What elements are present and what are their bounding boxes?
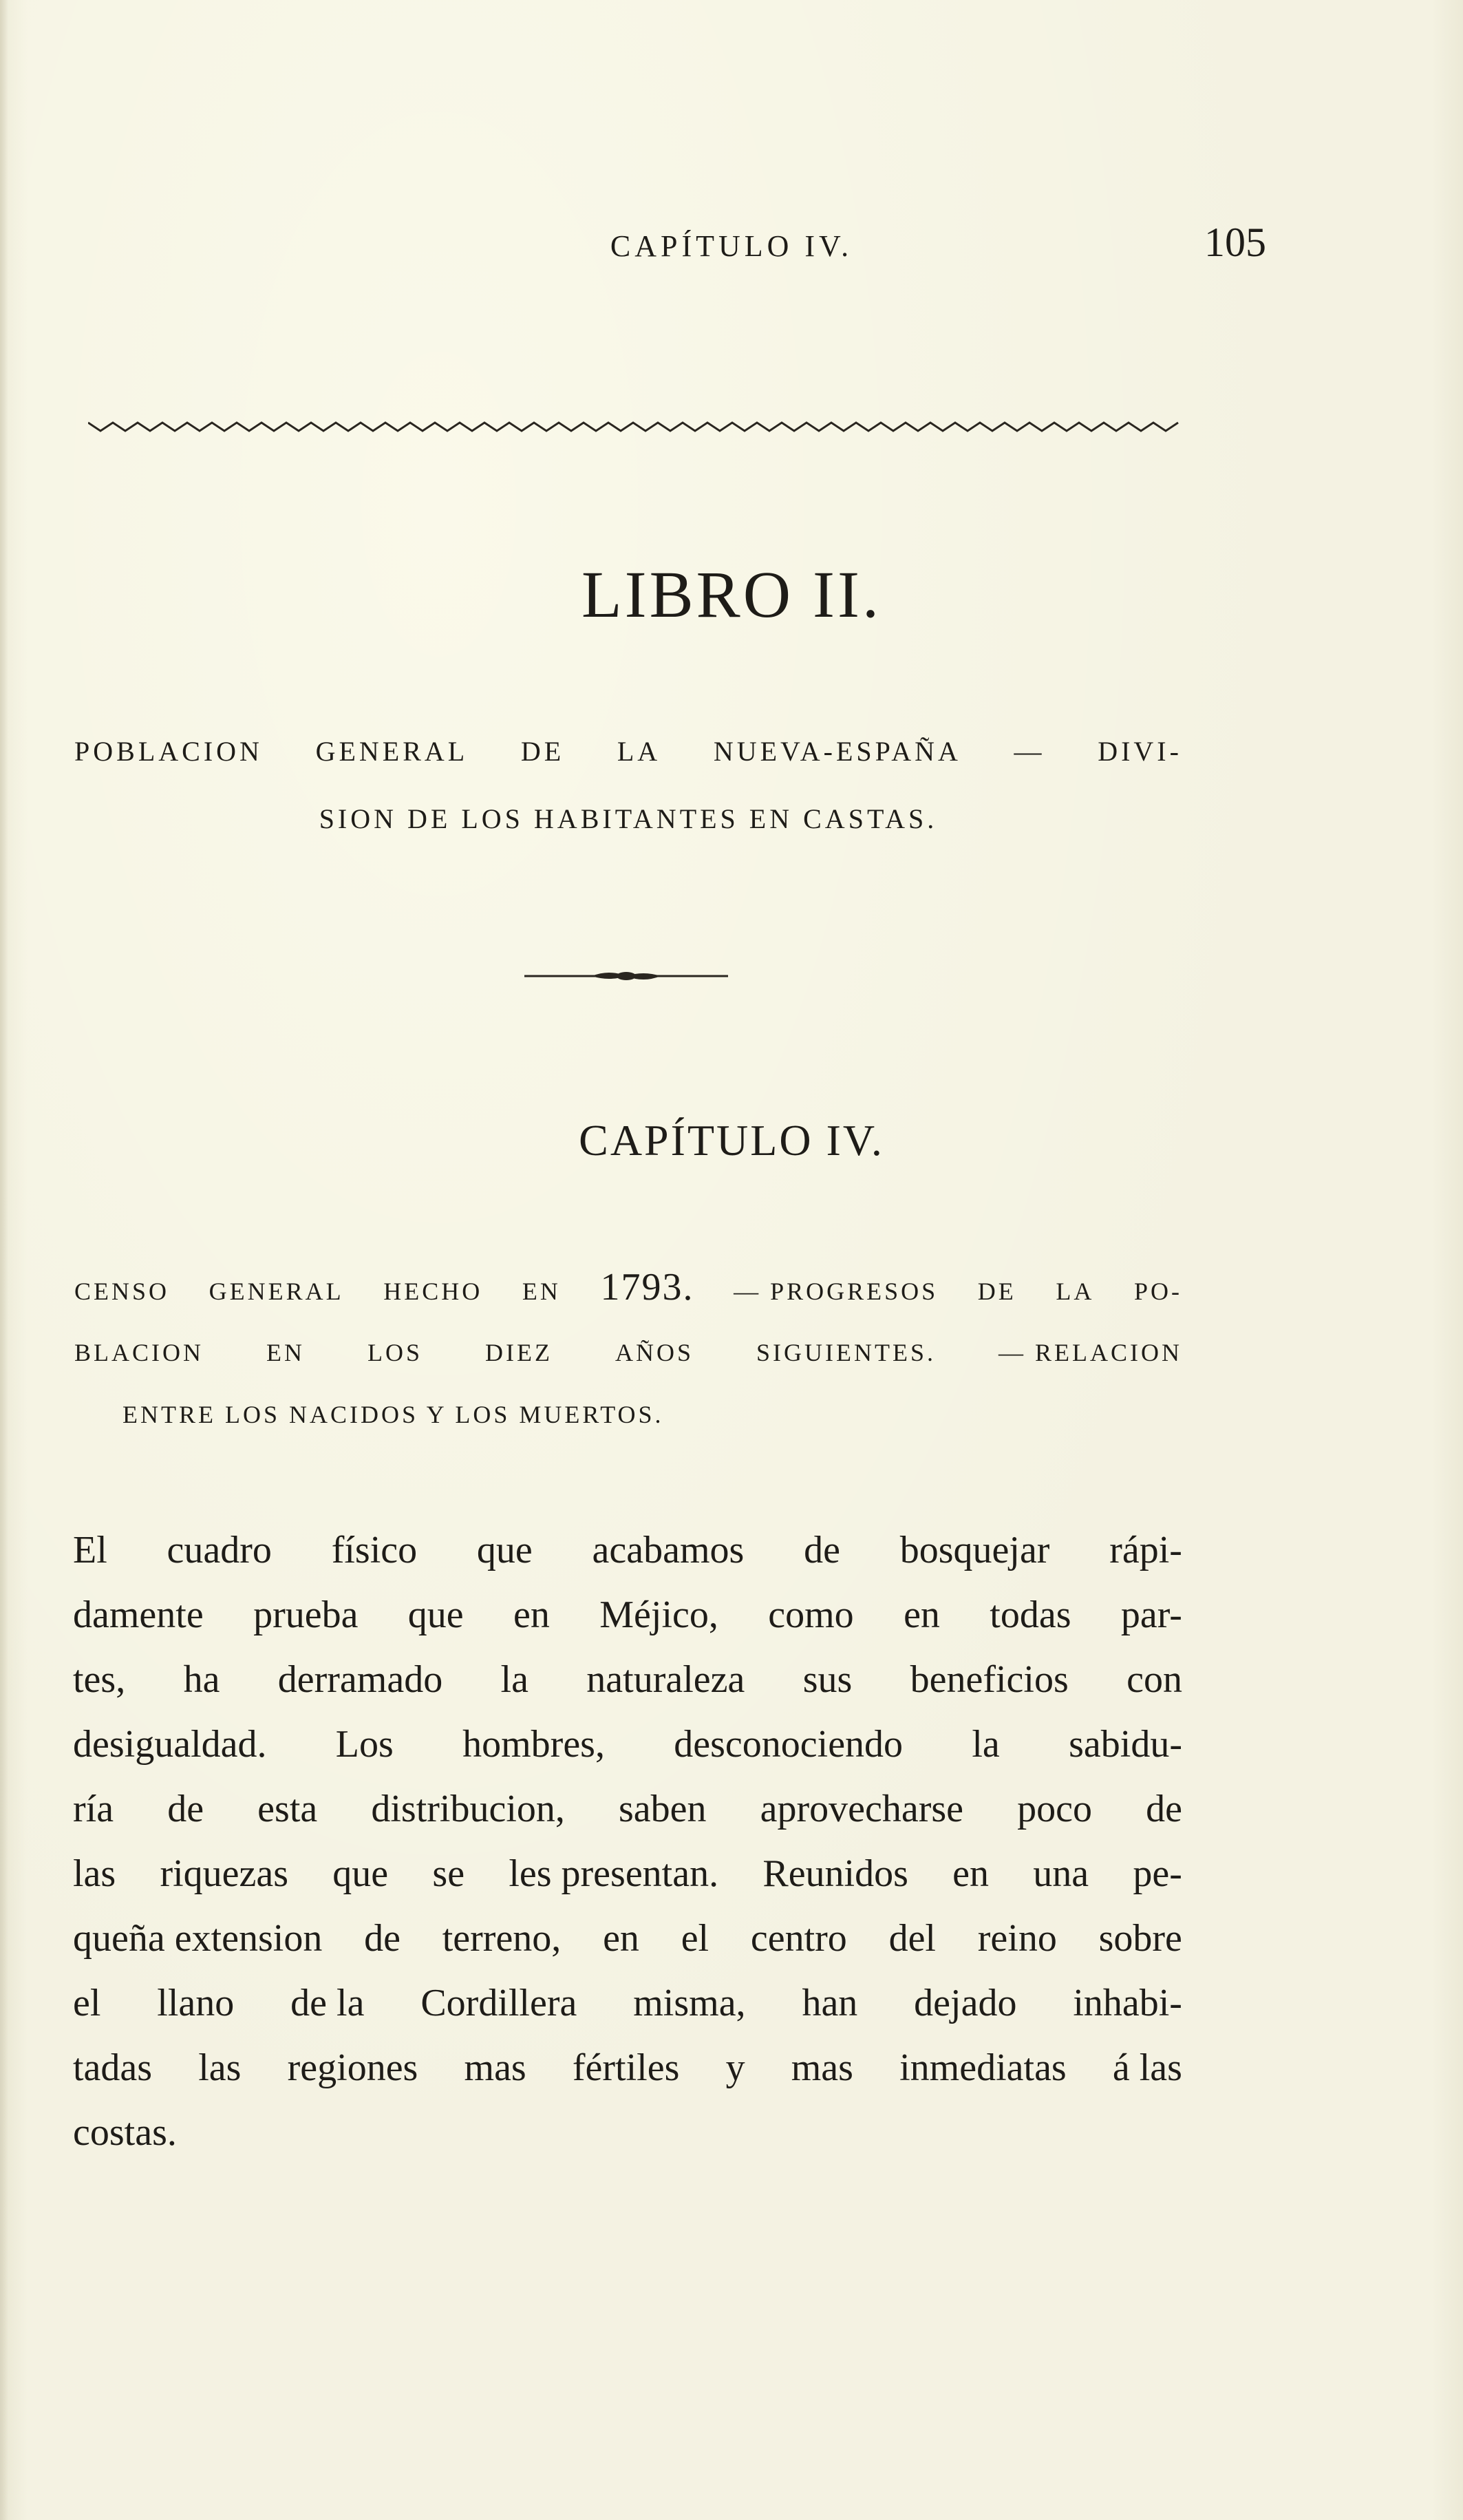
body-word: Los — [335, 1723, 394, 1766]
body-word: acabamos — [592, 1529, 745, 1571]
body-word: rápi- — [1109, 1529, 1182, 1571]
summary-word: CENSO — [74, 1278, 170, 1305]
summary-word: DIEZ — [485, 1339, 553, 1366]
body-word: la — [500, 1658, 528, 1701]
body-word: aprovecharse — [760, 1788, 964, 1830]
subtitle-word: — — [1014, 736, 1045, 767]
body-word: de — [1146, 1788, 1182, 1830]
body-word: en — [952, 1852, 990, 1895]
body-word: mas — [464, 2046, 526, 2089]
summary-word: BLACION — [74, 1339, 204, 1366]
body-word: saben — [619, 1788, 707, 1830]
body-word: inmediatas — [899, 2046, 1067, 2089]
body-word: que — [407, 1593, 464, 1636]
body-word: que — [332, 1852, 389, 1895]
body-word: con — [1126, 1658, 1182, 1701]
body-word: hombres, — [462, 1723, 605, 1766]
body-word: terreno, — [442, 1917, 562, 1960]
body-word: distribucion, — [371, 1788, 565, 1830]
summary-word: EN — [522, 1278, 561, 1305]
subtitle-word: DE — [520, 736, 565, 767]
body-line — [73, 1722, 1182, 1766]
summary-word: PO- — [1133, 1278, 1182, 1305]
body-word: del — [888, 1917, 936, 1960]
book-subtitle-line-1 — [74, 735, 1182, 767]
body-word: misma, — [633, 1982, 746, 2024]
body-word: damente — [73, 1593, 204, 1636]
body-word: fértiles — [572, 2046, 680, 2089]
body-word: par- — [1120, 1593, 1182, 1636]
body-word: en — [904, 1593, 940, 1636]
running-head-title: CAPÍTULO IV. — [610, 229, 853, 263]
body-word: de — [167, 1788, 204, 1830]
body-word: en — [513, 1593, 550, 1636]
body-word: reino — [977, 1917, 1057, 1960]
body-word: poco — [1017, 1788, 1093, 1830]
body-line — [73, 1787, 1182, 1831]
body-word: regiones — [287, 2046, 418, 2089]
body-word: las — [73, 1852, 116, 1895]
body-word: ría — [73, 1788, 114, 1830]
body-word: esta — [257, 1788, 318, 1830]
running-head — [69, 219, 1394, 267]
summary-word: GENERAL — [209, 1278, 344, 1305]
subtitle-word: GENERAL — [315, 736, 469, 767]
body-word: beneficios — [910, 1658, 1069, 1701]
chapter-summary-line-3: ENTRE LOS NACIDOS Y LOS MUERTOS. — [122, 1401, 664, 1428]
body-word: llano — [157, 1982, 235, 2024]
summary-word: EN — [266, 1339, 305, 1366]
summary-word: AÑOS — [615, 1339, 694, 1366]
chapter-heading: CAPÍTULO IV. — [579, 1116, 884, 1165]
body-word: sabidu- — [1069, 1723, 1182, 1766]
body-word: físico — [331, 1529, 418, 1571]
body-word: Méjico, — [599, 1593, 718, 1636]
body-line — [73, 1528, 1182, 1572]
body-word: dejado — [914, 1982, 1017, 2024]
subtitle-word: LA — [617, 736, 661, 767]
body-line — [73, 1852, 1182, 1896]
body-word: naturaleza — [586, 1658, 745, 1701]
body-word: todas — [990, 1593, 1071, 1636]
body-line — [73, 1916, 1182, 1960]
body-word: que — [476, 1529, 533, 1571]
body-word: se — [432, 1852, 465, 1895]
body-word: sus — [802, 1658, 853, 1701]
summary-word: SIGUIENTES. — [756, 1339, 936, 1366]
body-word: de la — [290, 1982, 365, 2024]
summary-word: LA — [1056, 1278, 1095, 1305]
summary-word: — PROGRESOS — [734, 1278, 939, 1305]
body-word: á las — [1112, 2046, 1182, 2089]
body-line — [73, 1981, 1182, 2025]
body-word: y — [725, 2046, 745, 2089]
summary-word: HECHO — [383, 1278, 483, 1305]
summary-word: — RELACION — [998, 1339, 1182, 1366]
body-word: centro — [750, 1917, 847, 1960]
body-line — [73, 1658, 1182, 1702]
body-word: como — [768, 1593, 854, 1636]
body-word: en — [603, 1917, 639, 1960]
body-word: les presentan. — [509, 1852, 719, 1895]
subtitle-word: POBLACION — [74, 736, 263, 767]
chapter-summary-line-2 — [74, 1338, 1182, 1367]
body-line — [73, 1593, 1182, 1637]
body-word: Cordillera — [420, 1982, 577, 2024]
body-word: Reunidos — [762, 1852, 908, 1895]
page-number: 105 — [1204, 220, 1266, 265]
body-word: prueba — [253, 1593, 359, 1636]
body-word: la — [972, 1723, 1000, 1766]
body-word: derramado — [277, 1658, 443, 1701]
body-word: el — [681, 1917, 709, 1960]
body-line — [73, 2046, 1182, 2090]
body-word: una — [1033, 1852, 1089, 1895]
body-word: tes, — [73, 1658, 126, 1701]
body-word: desconociendo — [674, 1723, 904, 1766]
body-word: el — [73, 1982, 101, 2024]
body-word: tadas — [73, 2046, 153, 2089]
body-word: cuadro — [167, 1529, 272, 1571]
body-word: sobre — [1098, 1917, 1182, 1960]
body-word: inhabi- — [1073, 1982, 1182, 2024]
subtitle-word: NUEVA-ESPAÑA — [713, 736, 961, 767]
body-word: de — [364, 1917, 401, 1960]
body-word: desigualdad. — [73, 1723, 267, 1766]
body-word: las — [198, 2046, 242, 2089]
page-gutter-shadow — [0, 0, 8, 2520]
body-word: han — [802, 1982, 858, 2024]
book-subtitle-line-2: SION DE LOS HABITANTES EN CASTAS. — [319, 803, 938, 834]
body-word: riquezas — [160, 1852, 289, 1895]
body-word: pe- — [1133, 1852, 1182, 1895]
ornamental-zigzag-rule — [88, 419, 1182, 435]
body-word: queña extension — [73, 1917, 323, 1960]
body-word: ha — [183, 1658, 220, 1701]
body-last-line: costas. — [73, 2111, 177, 2154]
ornamental-flourish — [523, 966, 729, 983]
summary-year: 1793. — [600, 1266, 694, 1309]
body-word: bosquejar — [899, 1529, 1050, 1571]
subtitle-word: DIVI- — [1098, 736, 1182, 767]
body-word: de — [804, 1529, 840, 1571]
body-word: El — [73, 1529, 107, 1571]
chapter-summary-line-1 — [74, 1265, 1182, 1309]
summary-word: LOS — [367, 1339, 423, 1366]
body-word: mas — [791, 2046, 853, 2089]
summary-word: DE — [977, 1278, 1016, 1305]
book-title: LIBRO II. — [581, 558, 882, 631]
